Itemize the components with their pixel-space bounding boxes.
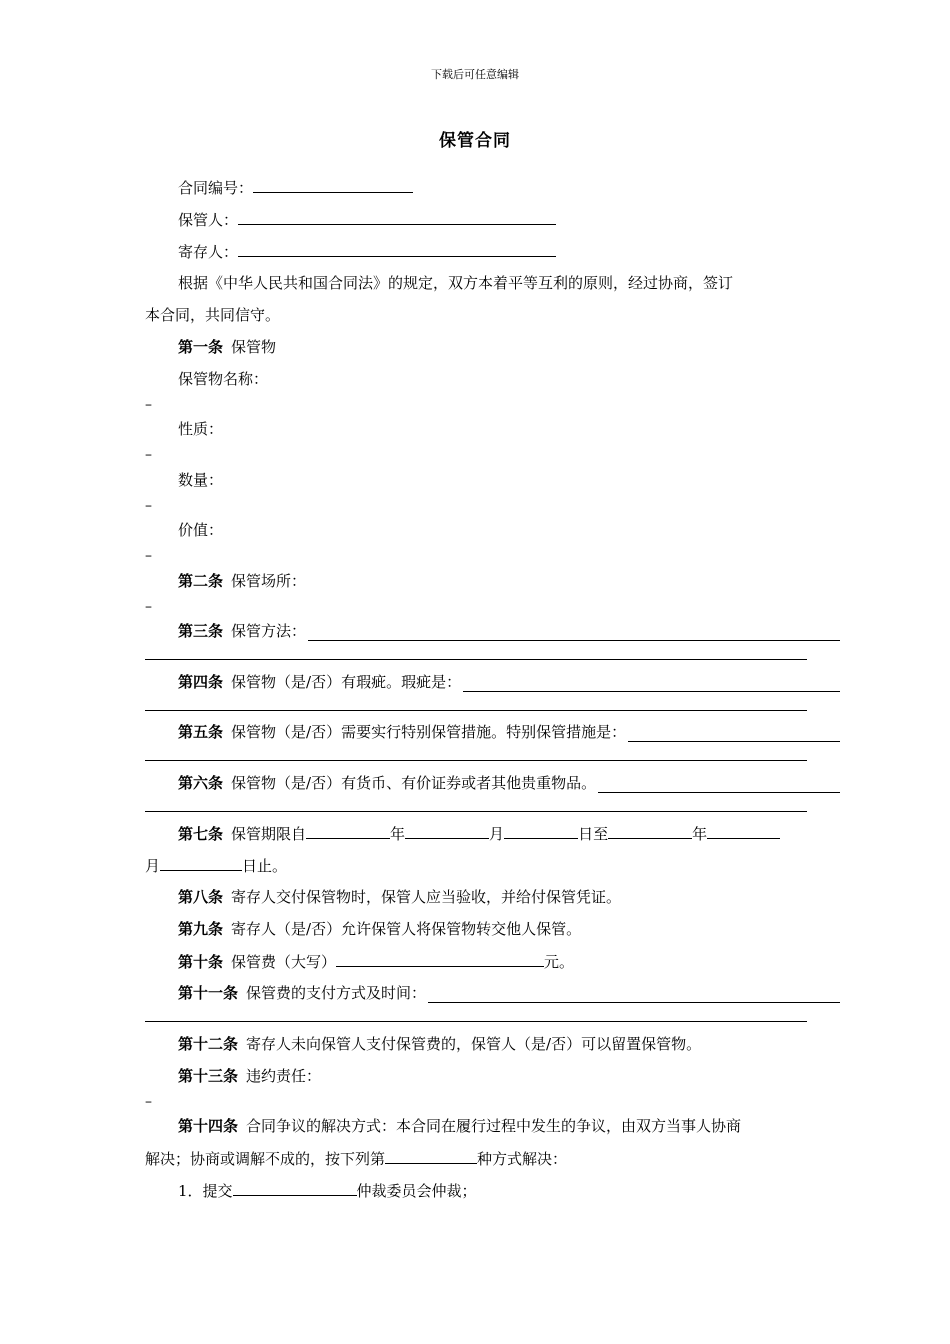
item-name: 保管物名称： — [178, 370, 269, 388]
article-4-blank[interactable] — [463, 676, 840, 692]
preamble-line-2: 本合同，共同信守。 — [145, 306, 281, 324]
end-month-blank[interactable] — [707, 823, 780, 839]
article-label: 第一条 — [178, 338, 224, 356]
field-depositor — [145, 241, 840, 262]
article-3-blank[interactable] — [308, 625, 840, 641]
unit-text: 月 — [145, 857, 161, 875]
article-label: 第八条 — [178, 888, 224, 906]
start-day-blank[interactable] — [504, 823, 578, 839]
article-label: 第十三条 — [178, 1067, 239, 1085]
article-text: 保管物（是/否）有货币、有价证券或者其他贵重物品。 — [231, 774, 597, 792]
item-quantity: 数量： — [178, 471, 224, 489]
option-1 — [145, 1180, 840, 1201]
article-text: 种方式解决： — [477, 1150, 568, 1168]
field-label: 保管人： — [178, 211, 239, 229]
blank-line[interactable] — [145, 811, 807, 812]
article-label: 第六条 — [178, 774, 224, 792]
document-title: 保管合同 — [439, 131, 511, 151]
blank-dash: – — [145, 1094, 152, 1110]
item-nature: 性质： — [178, 420, 224, 438]
article-label: 第九条 — [178, 920, 224, 938]
unit-text: 月 — [489, 825, 505, 843]
depositor-blank[interactable] — [238, 241, 556, 257]
item-value: 价值： — [178, 521, 224, 539]
article-label: 第十二条 — [178, 1035, 239, 1053]
article-1 — [145, 337, 840, 357]
article-9 — [145, 919, 840, 939]
blank-line[interactable] — [145, 710, 807, 711]
article-label: 第四条 — [178, 673, 224, 691]
article-text: 合同争议的解决方式：本合同在履行过程中发生的争议，由双方当事人协商 — [246, 1117, 742, 1135]
article-12 — [145, 1034, 840, 1054]
article-13 — [145, 1066, 840, 1086]
article-5 — [145, 722, 840, 742]
article-text: 保管方法： — [231, 622, 307, 640]
blank-dash: – — [145, 498, 152, 514]
article-label: 第十四条 — [178, 1117, 239, 1135]
field-label: 合同编号： — [178, 179, 254, 197]
article-text: 寄存人交付保管物时，保管人应当验收，并给付保管凭证。 — [231, 888, 622, 906]
blank-line[interactable] — [145, 1021, 807, 1022]
unit-text: 年 — [692, 825, 708, 843]
article-text: 寄存人（是/否）允许保管人将保管物转交他人保管。 — [231, 920, 582, 938]
article-text: 寄存人未向保管人支付保管费的，保管人（是/否）可以留置保管物。 — [246, 1035, 702, 1053]
article-10 — [145, 951, 840, 972]
blank-line[interactable] — [145, 760, 807, 761]
article-text: 保管物（是/否）有瑕疵。瑕疵是： — [231, 673, 462, 691]
article-2 — [145, 571, 840, 591]
article-text: 保管费（大写） — [231, 953, 337, 971]
article-7 — [145, 823, 840, 844]
blank-line[interactable] — [145, 659, 807, 660]
contract-no-blank[interactable] — [253, 177, 413, 193]
blank-dash: – — [145, 397, 152, 413]
article-text: 保管物 — [231, 338, 277, 356]
article-label: 第七条 — [178, 825, 224, 843]
article-text: 解决；协商或调解不成的，按下列第 — [145, 1150, 386, 1168]
article-label: 第三条 — [178, 622, 224, 640]
blank-dash: – — [145, 599, 152, 615]
article-8 — [145, 887, 840, 907]
article-11 — [145, 983, 840, 1003]
preamble-line-1: 根据《中华人民共和国合同法》的规定，双方本着平等互利的原则，经过协商，签订 — [178, 274, 734, 292]
start-year-blank[interactable] — [306, 823, 390, 839]
article-5-blank[interactable] — [628, 726, 840, 742]
fee-amount-blank[interactable] — [336, 951, 544, 967]
article-label: 第二条 — [178, 572, 224, 590]
unit-text: 日至 — [578, 825, 609, 843]
end-year-blank[interactable] — [608, 823, 692, 839]
start-month-blank[interactable] — [405, 823, 489, 839]
end-day-blank[interactable] — [160, 855, 242, 871]
field-label: 寄存人： — [178, 243, 239, 261]
article-6 — [145, 773, 840, 793]
article-text: 保管物（是/否）需要实行特别保管措施。特别保管措施是： — [231, 723, 627, 741]
article-11-blank[interactable] — [428, 987, 840, 1003]
field-custodian — [145, 209, 840, 230]
option-text: 仲裁委员会仲裁； — [356, 1182, 477, 1200]
blank-dash: – — [145, 548, 152, 564]
article-label: 第十一条 — [178, 984, 239, 1002]
arbitration-commission-blank[interactable] — [233, 1180, 357, 1196]
article-6-blank[interactable] — [598, 777, 840, 793]
unit-text: 年 — [390, 825, 406, 843]
article-text: 保管费的支付方式及时间： — [246, 984, 427, 1002]
option-text: 1．提交 — [178, 1182, 233, 1200]
article-14-cont — [145, 1148, 807, 1169]
unit-text: 元。 — [544, 953, 575, 971]
method-number-blank[interactable] — [385, 1148, 477, 1164]
article-text: 保管场所： — [231, 572, 307, 590]
article-14 — [145, 1116, 840, 1136]
article-3 — [145, 621, 840, 641]
article-7-cont — [145, 855, 807, 876]
blank-dash: – — [145, 447, 152, 463]
article-label: 第十条 — [178, 953, 224, 971]
article-label: 第五条 — [178, 723, 224, 741]
article-text: 保管期限自 — [231, 825, 307, 843]
unit-text: 日止。 — [242, 857, 288, 875]
article-text: 违约责任： — [246, 1067, 322, 1085]
article-4 — [145, 672, 840, 692]
field-contract-no — [145, 177, 840, 198]
header-note: 下载后可任意编辑 — [431, 68, 519, 81]
custodian-blank[interactable] — [238, 209, 556, 225]
